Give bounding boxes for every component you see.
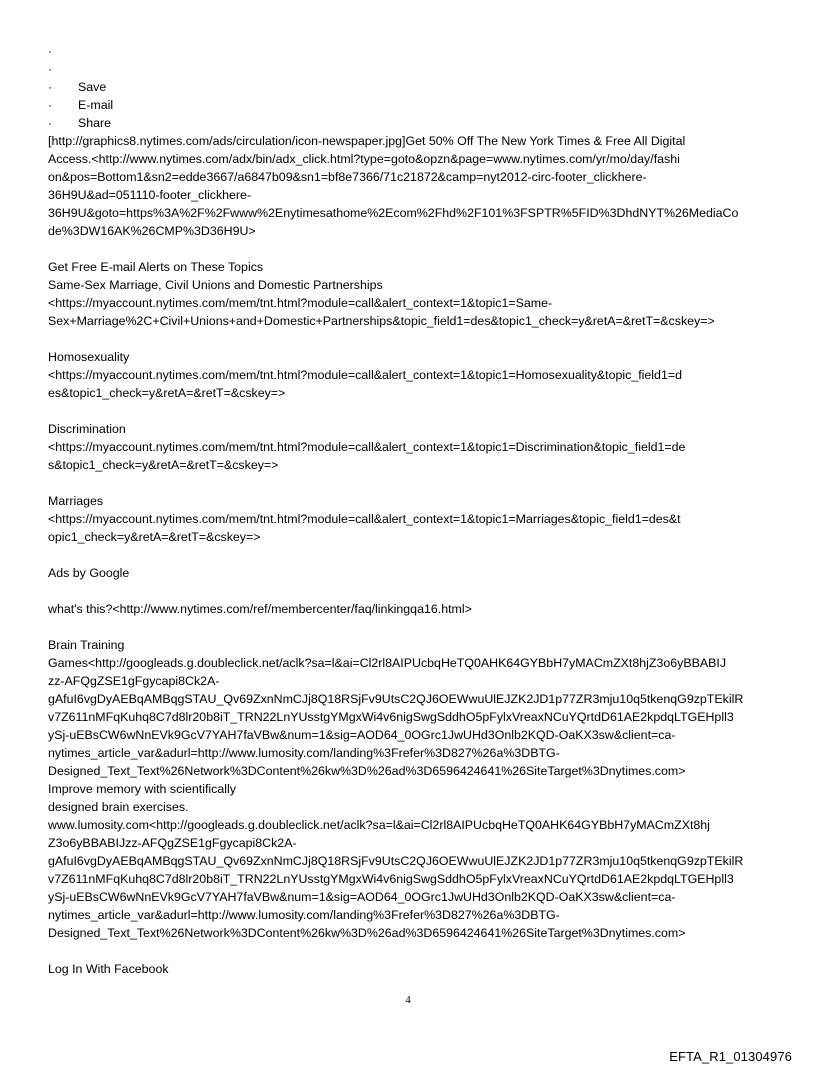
share-bullets [48,42,770,132]
spacer [48,240,770,258]
alert-topic-link[interactable]: <https://myaccount.nytimes.com/mem/tnt.html?module=call&alert_context=1&topic1=Marriages&topic_field1=des&t [48,512,681,526]
ad-link-line[interactable]: Designed_Text_Text%26Network%3DContent%26kw%3D%26ad%3D6596424641%26SiteTarget%3Dnytimes.com> [48,926,686,940]
ad-line: [http://graphics8.nytimes.com/ads/circulation/icon-newspaper.jpg]Get 50% Off The New York Times & Free All Digital [48,134,686,148]
bullet-marker: · [48,44,53,58]
brain-training-ad [48,636,770,942]
ad-title: Brain Training [48,638,125,652]
ad-link-line[interactable]: ySj-uEBsCW6wNnEVk9GcV7YAH7faVBw&num=1&sig=AOD64_0OGrc1JwUHd3Onlb2KQD-OaKX3sw&client=ca- [48,890,676,904]
ads-by-google-label: Ads by Google [48,566,130,580]
subscription-ad [48,132,770,240]
ad-link-line[interactable]: v7Z611nMFqKuhq8C7d8lr20b8iT_TRN22LnYUsstgYMgxWi4v6nigSwgSddhO5pFylxVreaxNCuYQrtdD61AE2kpdqLTGEHpll3 [48,872,734,886]
facebook-login-link[interactable]: Log In With Facebook [48,962,169,976]
alert-topic-link[interactable]: <https://myaccount.nytimes.com/mem/tnt.html?module=call&alert_context=1&topic1=Same- [48,296,553,310]
alert-topic-link[interactable]: s&topic1_check=y&retA=&retT=&cskey=> [48,458,279,472]
email-link[interactable]: E-mail [78,98,114,112]
spacer [48,546,770,564]
alert-topic-link[interactable]: <https://myaccount.nytimes.com/mem/tnt.html?module=call&alert_context=1&topic1=Discrimination&topic_field1=de [48,440,686,454]
ad-link-line[interactable]: v7Z611nMFqKuhq8C7d8lr20b8iT_TRN22LnYUsstgYMgxWi4v6nigSwgSddhO5pFylxVreaxNCuYQrtdD61AE2kpdqLTGEHpll3 [48,710,734,724]
bullet-item [48,42,770,60]
bullet-marker: · [48,98,53,112]
ad-line: Access.<http://www.nytimes.com/adx/bin/adx_click.html?type=goto&opzn&page=www.nytimes.com/yr/mo/day/fashi [48,152,680,166]
alerts-heading: Get Free E-mail Alerts on These Topics [48,260,264,274]
share-link[interactable]: Share [78,116,112,130]
spacer [48,330,770,348]
ad-line: 36H9U&goto=https%3A%2F%2Fwww%2Enytimesathome%2Ecom%2Fhd%2F101%3FSPTR%5FID%3DhdNYT%26MediaCo [48,206,739,220]
ad-description: Improve memory with scientifically [48,782,236,796]
ad-link-line[interactable]: www.lumosity.com<http://googleads.g.doubleclick.net/aclk?sa=l&ai=Cl2rl8AIPUcbqHeTQ0AHK64GYBbH7yMACmZXt8hj [48,818,710,832]
alert-topic-title: Marriages [48,494,104,508]
save-link[interactable]: Save [78,80,107,94]
bullet-item-share [48,114,770,132]
alert-topic-title: Homosexuality [48,350,130,364]
ad-link-line[interactable]: Z3o6yBBABIJzz-AFQgZSE1gFgycapi8Ck2A- [48,836,297,850]
ad-link-line[interactable]: gAfuI6vgDyAEBqAMBqgSTAU_Qv69ZxnNmCJj8Q18RSjFv9UtsC2QJ6OEWwuUlEJZK2JD1p77ZR3mju10q5tkenqG9zpTEkilR [48,854,744,868]
document-body [48,42,770,978]
bullet-item-email [48,96,770,114]
document-id: EFTA_R1_01304976 [669,1049,792,1064]
bullet-marker: · [48,80,53,94]
ad-link-line[interactable]: Designed_Text_Text%26Network%3DContent%26kw%3D%26ad%3D6596424641%26SiteTarget%3Dnytimes.com> [48,764,686,778]
alert-topic-link[interactable]: Sex+Marriage%2C+Civil+Unions+and+Domestic+Partnerships&topic_field1=des&topic1_check=y&retA=&retT=&cskey=> [48,314,715,328]
ad-line: 36H9U&ad=051110-footer_clickhere- [48,188,252,202]
spacer [48,618,770,636]
ad-description: designed brain exercises. [48,800,189,814]
bullet-marker: · [48,116,53,130]
ad-link-line[interactable]: Games<http://googleads.g.doubleclick.net/aclk?sa=l&ai=Cl2rl8AIPUcbqHeTQ0AHK64GYBbH7yMACmZXt8hjZ3o6yBBABIJ [48,656,727,670]
ad-link-line[interactable]: ySj-uEBsCW6wNnEVk9GcV7YAH7faVBw&num=1&sig=AOD64_0OGrc1JwUHd3Onlb2KQD-OaKX3sw&client=ca- [48,728,676,742]
alert-topic-link[interactable]: es&topic1_check=y&retA=&retT=&cskey=> [48,386,286,400]
alert-topic-link[interactable]: <https://myaccount.nytimes.com/mem/tnt.html?module=call&alert_context=1&topic1=Homosexuality&topic_field1=d [48,368,682,382]
spacer [48,474,770,492]
ad-line: on&pos=Bottom1&sn2=edde3667/a6847b09&sn1=bf8e7366/71c21872&camp=nyt2012-circ-footer_clickhere- [48,170,647,184]
alert-topic-link[interactable]: opic1_check=y&retA=&retT=&cskey=> [48,530,261,544]
email-alerts-section [48,258,770,546]
ad-link-line[interactable]: zz-AFQgZSE1gFgycapi8Ck2A- [48,674,220,688]
ad-link-line[interactable]: nytimes_article_var&adurl=http://www.lumosity.com/landing%3Frefer%3D827%26a%3DBTG- [48,908,560,922]
spacer [48,942,770,960]
spacer [48,582,770,600]
bullet-item [48,60,770,78]
ad-line: de%3DW16AK%26CMP%3D36H9U> [48,224,256,238]
whats-this-link[interactable]: what's this?<http://www.nytimes.com/ref/membercenter/faq/linkingqa16.html> [48,602,472,616]
alert-topic-title: Same-Sex Marriage, Civil Unions and Domestic Partnerships [48,278,383,292]
spacer [48,402,770,420]
page-number: 4 [405,994,411,1006]
ad-link-line[interactable]: gAfuI6vgDyAEBqAMBqgSTAU_Qv69ZxnNmCJj8Q18RSjFv9UtsC2QJ6OEWwuUlEJZK2JD1p77ZR3mju10q5tkenqG9zpTEkilR [48,692,744,706]
ad-link-line[interactable]: nytimes_article_var&adurl=http://www.lumosity.com/landing%3Frefer%3D827%26a%3DBTG- [48,746,560,760]
alert-topic-title: Discrimination [48,422,126,436]
bullet-marker: · [48,62,53,76]
bullet-item-save [48,78,770,96]
